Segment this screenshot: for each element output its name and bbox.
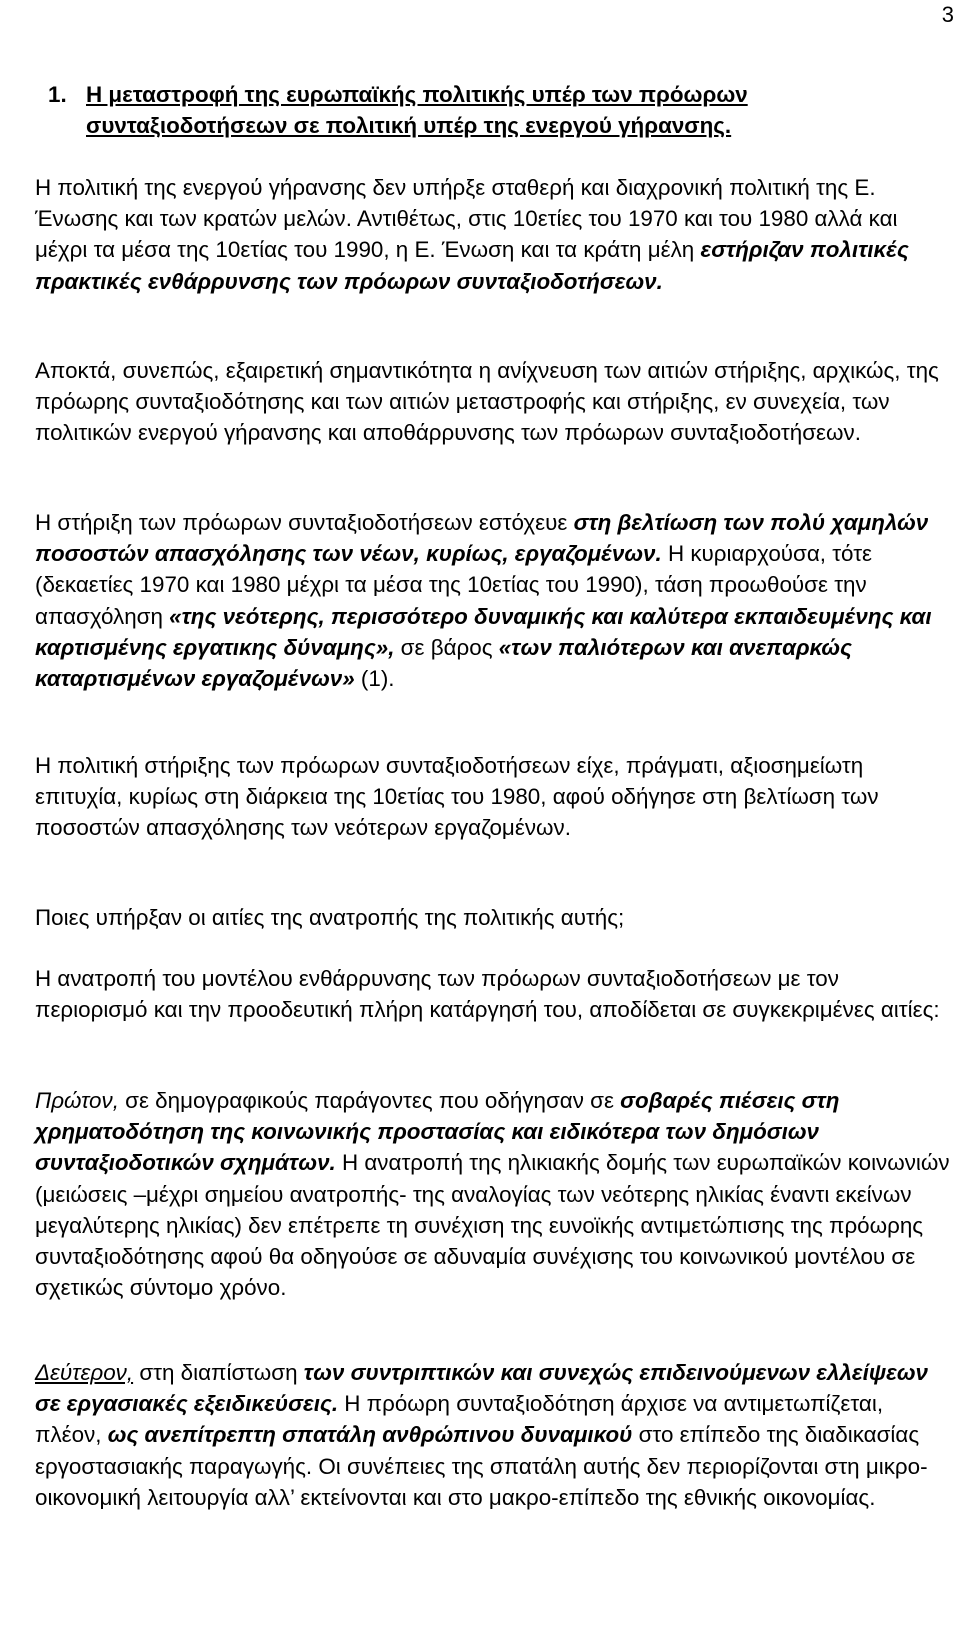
- text: Η πρόωρη συνταξιοδότηση άρχισε να αντιμετωπίζεται, πλέον,: [35, 1391, 884, 1448]
- section-number: 1.: [48, 82, 67, 107]
- text: Η ανατροπή του μοντέλου ενθάρρυνσης των πρόωρων συνταξιοδοτήσεων με τον περιορισμό και την προοδευτική πλήρη κατάργησή του, αποδίδεται σε συγκεκριμένες αιτίες:: [35, 966, 940, 1023]
- paragraph-2: [35, 355, 950, 449]
- text: στη διαπίστωση: [133, 1360, 304, 1385]
- text: Ποιες υπήρξαν οι αιτίες της ανατροπής της πολιτικής αυτής;: [35, 905, 625, 930]
- text: Η στήριξη των πρόωρων συνταξιοδοτήσεων εστόχευε: [35, 510, 574, 535]
- emphasis-text: «της νεότερης, περισσότερο δυναμικής και καλύτερα εκπαιδευμένης και καρτισμένης εργατικης δύναμης»,: [35, 603, 932, 660]
- text: Η ανατροπή της ηλικιακής δομής των ευρωπαϊκών κοινωνιών (μειώσεις –μέχρι σημείου ανατροπής- της αναλογίας των νεότερης ηλικίας έναντι εκείνων μεγαλύτερης ηλικίας) δεν επέτρεπε τη συνέχιση της ευνοϊκής αντιμετώπισης της πρόωρης συνταξιοδότησης αφού θα οδηγούσε σε αδυναμία συνέχισης του κοινωνικού μοντέλου σε σχετικώς σύντομο χρόνο.: [35, 1150, 950, 1301]
- text: Η πολιτική στήριξης των πρόωρων συνταξιοδοτήσεων είχε, πράγματι, αξιοσημείωτη επιτυχία, κυρίως στη διάρκεια της 10ετίας του 1980, αφού οδήγησε στη βελτίωση των ποσοστών απασχόλησης των νεότερων εργαζομένων.: [35, 753, 879, 841]
- paragraph-8: [35, 1357, 950, 1513]
- emphasis-text: εστήριζαν πολιτικές πρακτικές ενθάρρυνσης των πρόωρων συνταξιοδοτήσεων.: [35, 237, 909, 294]
- paragraph-6: [35, 963, 950, 1025]
- text: Η πολιτική της ενεργού γήρανσης δεν υπήρξε σταθερή και διαχρονική πολιτική της Ε. Ένωσης και των κρατών μελών. Αντιθέτως, στις 10ετίες του 1970 και του 1980 αλλά και μέχρι τα μέσα της 10ετίας του 1990, η Ε. Ένωση και τα κράτη μέλη: [35, 175, 898, 263]
- paragraph-1: [35, 172, 950, 297]
- paragraph-5: [35, 902, 950, 933]
- emphasis-text: «των παλιότερων και ανεπαρκώς καταρτισμένων εργαζομένων»: [35, 634, 852, 692]
- text: Αποκτά, συνεπώς, εξαιρετική σημαντικότητα η ανίχνευση των αιτιών στήριξης, αρχικώς, της πρόωρης συνταξιοδότησης και των αιτιών μεταστροφής και στήριξης, εν συνεχεία, των πολιτικών ενεργού γήρανσης και αποθάρρυνσης των πρόωρων συνταξιοδοτήσεων.: [35, 358, 939, 446]
- paragraph-4: [35, 750, 950, 844]
- paragraph-7: [35, 1085, 950, 1303]
- page-number: 3: [941, 2, 954, 27]
- emphasis-text: σοβαρές πιέσεις στη χρηματοδότηση της κοινωνικής προστασίας και ειδικότερα των δημόσιων συνταξιοδοτικών σχημάτων.: [35, 1088, 840, 1176]
- section-heading: [48, 79, 948, 141]
- emphasis-text: των συντριπτικών και συνεχώς επιδεινούμενων ελλείψεων σε εργασιακές εξειδικεύσεις.: [35, 1360, 929, 1417]
- text: Η κυριαρχούσα, τότε (δεκαετίες 1970 και 1980 μέχρι τα μέσα της 10ετίας του 1990), τάση προωθούσε την απασχόληση: [35, 541, 873, 629]
- emphasis-text: στη βελτίωση των πολύ χαμηλών ποσοστών απασχόλησης των νέων, κυρίως, εργαζομένων.: [35, 510, 929, 567]
- emphasis-text: ως ανεπίτρεπτη σπατάλη ανθρώπινου δυναμικού: [107, 1422, 633, 1448]
- paragraph-3: [35, 507, 950, 694]
- text: σε βάρος: [394, 634, 499, 660]
- section-title: Η μεταστροφή της ευρωπαϊκής πολιτικής υπέρ των πρόωρων συνταξιοδοτήσεων σε πολιτική υπέρ της ενεργού γήρανσης.: [86, 82, 748, 139]
- text: (1).: [354, 666, 395, 692]
- ordinal-text: Πρώτον,: [35, 1088, 119, 1113]
- ordinal-text: Δεύτερον,: [35, 1360, 134, 1385]
- text: στο επίπεδο της διαδικασίας εργοστασιακής παραγωγής. Οι συνέπειες της σπατάλη αυτής δεν περιορίζονται στη μικρο-οικονομική λειτουργία αλλ’ εκτείνονται και στο μακρο-επίπεδο της εθνικής οικονομίας.: [35, 1422, 928, 1510]
- text: σε δημογραφικούς παράγοντες που οδήγησαν σε: [118, 1088, 621, 1113]
